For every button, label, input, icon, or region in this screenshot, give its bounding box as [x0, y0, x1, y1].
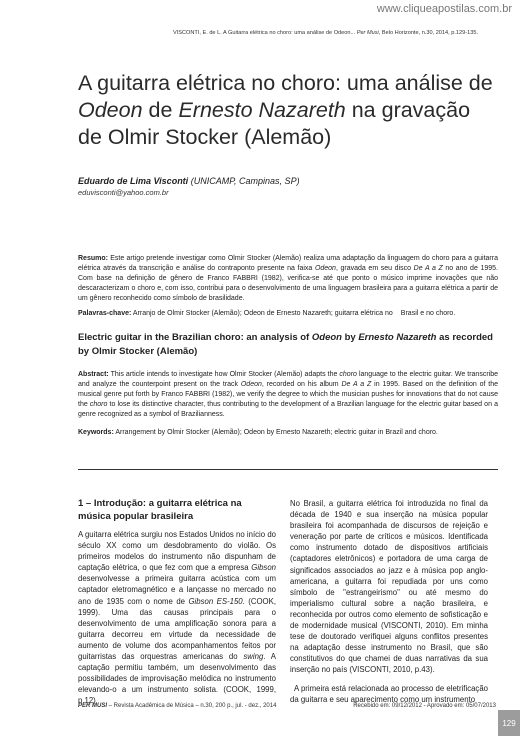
column-right	[290, 498, 488, 705]
keywords-text: Arrangement by Olmir Stocker (Alemão); Odeon by Ernesto Nazareth; electric guitar in Brazil and choro.	[113, 429, 438, 436]
abstract-text: in 1995. Based on the definition of the musical genre put forth by Franco FABBRI (1982), we verify the degree to which the musician pushes for innovations that do not cause the	[78, 381, 498, 409]
english-title-part: Odeon	[311, 332, 342, 343]
footer-journal-info: – Revista Acadêmica de Música – n.30, 200 p., jul. - dez., 2014	[107, 703, 277, 709]
keywords	[78, 428, 498, 438]
english-title	[78, 331, 498, 358]
abstract-text: to lose its distinctive character, thus contributing to the development of a Brazilian language for the electric guitar based on a genre recognized as a symbol of Brazilianness.	[78, 401, 498, 419]
title-part: A guitarra elétrica no choro: uma análise de	[78, 71, 493, 95]
body-paragraph	[78, 529, 276, 707]
watermark: www.cliqueapostilas.com.br	[376, 3, 512, 15]
english-title-part: Ernesto Nazareth	[358, 332, 437, 343]
page-number: 129	[498, 710, 520, 736]
title-work: Odeon	[78, 98, 143, 122]
body-text: . (COOK, 1999). Uma das causas principais para o desenvolvimento de uma amplificação sonora para a guitarra decorreu em virtude da necessidade de aumento de volume dos acompanhamentos feitos por guitarristas das orquestras americanas do	[78, 596, 276, 662]
body-text: swing	[243, 652, 264, 662]
running-head-journal: Per Musi	[356, 30, 379, 36]
palavras-text: Brasil e no choro.	[400, 310, 456, 317]
title-part: de	[142, 98, 179, 122]
title-composer: Ernesto Nazareth	[178, 98, 346, 122]
running-head-prefix: VISCONTI, E. de L. A Guitarra elétrica no choro: uma análise de Odeon...	[172, 30, 357, 36]
resumo-text: no ano de 1995. Com base na definição de gênero de Franco FABBRI (1982), verifica-se até que ponto o músico imprime inovações que não descaracterizam o choro e, com isso, contribui para o desenvolvimento de uma linguagem brasileira para a guitarra elétrica a partir de um gênero reconhecido como símbolo de brasilidade.	[78, 265, 498, 303]
palavras-chave	[78, 309, 498, 319]
abstract-text: , recorded on his album	[261, 381, 342, 389]
footer-journal-name: PER MUSI	[78, 703, 108, 709]
article-title	[78, 70, 498, 151]
resumo-text: Este artigo pretende investigar como Olmir Stocker (Alemão) realiza uma adaptação da linguagem do choro para a guitarra elétrica através da transcrição e análise do contraponto presente na faixa	[78, 255, 498, 273]
author-line	[78, 176, 300, 186]
abstract-text: language to the electric guitar. We transcribe and analyze the counterpoint present on the track	[78, 371, 498, 389]
title-part: na gravação de Olmir Stocker (Alemão)	[78, 98, 471, 149]
resumo-label: Resumo:	[78, 255, 108, 262]
english-title-part: by	[341, 332, 359, 343]
body-paragraph: A primeira está relacionada ao processo de eletrificação da guitarra e seu aparecimento como um instrumento	[290, 683, 488, 704]
abstract-text: De A a Z	[341, 381, 372, 389]
footer-journal	[78, 703, 276, 709]
resumo-text: Odeon	[314, 265, 336, 273]
resumo	[78, 254, 498, 304]
abstract-text: choro	[339, 371, 357, 378]
english-title-part: Electric guitar in the Brazilian choro: an analysis of	[78, 332, 312, 343]
column-left	[78, 498, 276, 707]
abstract-text: Odeon	[240, 381, 262, 389]
author-name: Eduardo de Lima Visconti	[78, 176, 189, 186]
body-text: Gibson	[251, 563, 276, 573]
author-affiliation: (UNICAMP, Campinas, SP)	[190, 176, 300, 186]
english-title-part: as recorded by Olmir Stocker (Alemão)	[78, 332, 493, 357]
body-text: Gibson ES-150	[188, 596, 243, 606]
running-head-suffix: , Belo Horizonte, n.30, 2014, p.129-135.	[378, 30, 478, 36]
abstract	[78, 370, 498, 420]
body-text: A guitarra elétrica surgiu nos Estados Unidos no início do século XX como um desdobramento do violão. Os primeiros modelos do instrumento não dispunham de captação elétrica, o que fez com que a empresa	[78, 530, 276, 573]
palavras-label: Palavras-chave:	[78, 310, 132, 317]
section-divider	[78, 469, 498, 470]
palavras-text: Arranjo de Olmir Stocker (Alemão); Odeon de Ernesto Nazareth; guitarra elétrica no	[131, 310, 393, 317]
abstract-text: choro	[89, 401, 108, 409]
footer-dates: Recebido em: 09/12/2012 - Aprovado em: 05/07/2013	[353, 703, 496, 709]
keywords-label: Keywords:	[78, 429, 114, 436]
body-text: . A captação permitiu também, um desenvolvimento das possibilidades de improvisação melódica no instrumento elevando-o a um instrumento solista. (COOK, 1999, p.12)	[78, 652, 276, 706]
abstract-text: This article intends to investigate how Olmir Stocker (Alemão) adapts the	[108, 371, 340, 378]
author-email[interactable]: eduvisconti@yahoo.com.br	[78, 188, 169, 197]
abstract-label: Abstract:	[78, 371, 109, 378]
resumo-text: De A a Z	[413, 265, 443, 273]
body-text: desenvolvesse a primeira guitarra acústica com um captador eletromagnético e a lançasse no mercado no ano de 1935 com o nome de	[78, 574, 276, 606]
section-heading: 1 – Introdução: a guitarra elétrica na música popular brasileira	[78, 498, 242, 522]
running-head	[173, 30, 478, 36]
body-paragraph: No Brasil, a guitarra elétrica foi introduzida no final da década de 1940 e sua inserção na música popular brasileira foi acompanhada de discursos de rejeição e veneração por parte de críticos e músicos. Identificada como instrumento dotado de dispositivos artificiais (captadores eletrônicos) e portadora de uma carga de significados associados ao jazz e à música pop anglo-americana, a guitarra foi repudiada por uns como símbolo de "estrangeirismo" ou até mesmo do imperialismo cultural sobre a nação brasileira, e reconhecida por outros como elemento de sofisticação e de modernidade musical (VISCONTI, 2010). Em minha tese de doutorado verifiquei alguns conflitos presentes na adaptação desse instrumento no Brasil, que são constitutivos do que chamei de duas narrativas da sua inserção no país (VISCONTI, 2010, p.43).	[290, 499, 488, 675]
resumo-text: , gravada em seu disco	[335, 265, 414, 273]
